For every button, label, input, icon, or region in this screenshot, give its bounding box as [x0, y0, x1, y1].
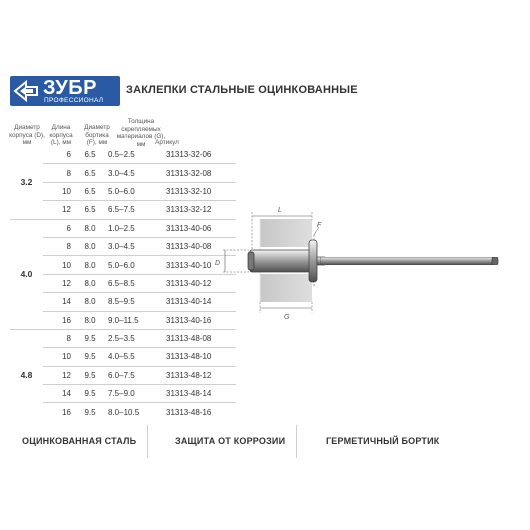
cell-flange: 6.5 [75, 164, 105, 182]
cell-flange: 9.5 [75, 348, 105, 366]
table-row [10, 329, 236, 347]
cell-flange: 8.0 [75, 219, 105, 237]
cell-flange: 9.5 [75, 385, 105, 403]
cell-length: 16 [43, 311, 75, 329]
cell-article: 31313-40-16 [158, 311, 236, 329]
logo-arrow-icon [13, 79, 39, 103]
cell-length: 10 [43, 256, 75, 274]
cell-thickness: 3.0–4.5 [105, 237, 158, 255]
cell-length: 8 [43, 329, 75, 347]
cell-thickness: 1.0–2.5 [105, 219, 158, 237]
header-thickness: Толщина скрепляемых материалов (G), мм [116, 118, 166, 148]
label-D: D [215, 260, 221, 267]
cell-thickness: 2.5–3.5 [105, 329, 158, 347]
table-row [10, 219, 236, 237]
cell-length: 6 [43, 219, 75, 237]
cell-thickness: 7.5–9.0 [105, 385, 158, 403]
cell-flange: 9.5 [75, 403, 105, 421]
cell-article: 31313-40-12 [158, 274, 236, 292]
cell-length: 6 [66, 150, 71, 160]
cell-flange: 6.5 [75, 182, 105, 200]
feature-sealed-flange: ГЕРМЕТИЧНЫЙ БОРТИК [326, 436, 440, 446]
table-row [10, 348, 236, 366]
table-row [10, 182, 236, 200]
page-title: ЗАКЛЕПКИ СТАЛЬНЫЕ ОЦИНКОВАННЫЕ [126, 84, 358, 96]
cell-diameter: 4.0 [10, 219, 43, 329]
table-row [10, 237, 236, 255]
cell-thickness: 6.5–7.5 [105, 201, 158, 219]
material-lower [260, 274, 312, 302]
cell-flange: 8.0 [75, 311, 105, 329]
table-row [10, 256, 236, 274]
header-length: Длина корпуса (L), мм [49, 124, 73, 147]
rivet-mandrel-stem [320, 257, 500, 265]
cell-flange: 8.0 [75, 274, 105, 292]
cell-diameter: 4.8 [10, 329, 43, 420]
cell-article: 31313-40-14 [158, 293, 236, 311]
cell-length: 10 [43, 348, 75, 366]
cell-length: 10 [43, 182, 75, 200]
cell-thickness: 5.0–6.0 [105, 256, 158, 274]
feature-divider [147, 425, 148, 458]
cell-article: 31313-48-08 [158, 329, 236, 347]
feature-galvanized: ОЦИНКОВАННАЯ СТАЛЬ [22, 436, 137, 446]
cell-length: 16 [43, 403, 75, 421]
cell-article: 31313-48-10 [158, 348, 236, 366]
cell-article: 31313-32-08 [158, 164, 236, 182]
header-flange: Диаметр бортика (F), мм [84, 124, 110, 147]
cell-flange: 9.5 [75, 366, 105, 384]
brand-subtitle: ПРОФЕССИОНАЛ [44, 97, 104, 104]
cell-article: 31313-40-08 [158, 237, 236, 255]
table-row [10, 293, 236, 311]
cell-thickness: 8.5–9.5 [105, 293, 158, 311]
cell-flange: 8.0 [75, 256, 105, 274]
cell-article: 31313-48-14 [158, 385, 236, 403]
label-F: F [317, 222, 322, 229]
table-row [10, 366, 236, 384]
cell-thickness: 4.0–5.5 [105, 348, 158, 366]
rivet-flange [309, 240, 317, 282]
cell-thickness: 0.5–2.5 [108, 150, 135, 160]
cell-article: 31313-40-06 [158, 219, 236, 237]
table-row [10, 146, 236, 164]
cell-article: 31313-32-06 [166, 150, 212, 160]
cell-length: 12 [43, 274, 75, 292]
table-row [10, 274, 236, 292]
cell-flange: 6.5 [75, 201, 105, 219]
cell-thickness: 3.0–4.5 [105, 164, 158, 182]
feature-corrosion: ЗАЩИТА ОТ КОРРОЗИИ [175, 436, 286, 446]
material-upper [260, 219, 312, 247]
cell-flange: 9.5 [75, 329, 105, 347]
header-diameter: Диаметр корпуса (D), мм [9, 124, 45, 147]
cell-length: 14 [43, 385, 75, 403]
cell-length: 14 [43, 293, 75, 311]
cell-length: 8 [43, 164, 75, 182]
cell-thickness: 6.0–7.5 [105, 366, 158, 384]
cell-article: 31313-40-10 [158, 256, 236, 274]
spec-table [10, 146, 236, 421]
cell-article: 31313-32-10 [158, 182, 236, 200]
brand-name: ЗУБР [43, 77, 97, 99]
table-row [10, 403, 236, 421]
cell-article: 31313-48-12 [158, 366, 236, 384]
cell-article: 31313-32-12 [158, 201, 236, 219]
header-article: Артикул [155, 139, 179, 146]
rivet-diagram [205, 195, 325, 325]
label-G: G [284, 314, 290, 321]
cell-length: 12 [43, 366, 75, 384]
cell-thickness: 9.0–11.5 [105, 311, 158, 329]
cell-thickness: 5.0–6.0 [105, 182, 158, 200]
table-row [10, 201, 236, 219]
cell-length: 12 [43, 201, 75, 219]
cell-thickness: 8.0–10.5 [105, 403, 158, 421]
cell-length: 8 [43, 237, 75, 255]
table-row [10, 311, 236, 329]
cell-article: 31313-48-16 [158, 403, 236, 421]
label-L: L [278, 207, 282, 214]
brand-logo [10, 76, 120, 106]
cell-diameter: 3.2 [20, 177, 33, 188]
table-row [10, 164, 236, 182]
cell-flange: 6.5 [84, 150, 96, 160]
rivet-body [250, 250, 312, 272]
table-row [10, 385, 236, 403]
cell-flange: 8.0 [75, 237, 105, 255]
feature-divider [296, 425, 297, 458]
cell-thickness: 6.5–8.5 [105, 274, 158, 292]
cell-flange: 8.0 [75, 293, 105, 311]
